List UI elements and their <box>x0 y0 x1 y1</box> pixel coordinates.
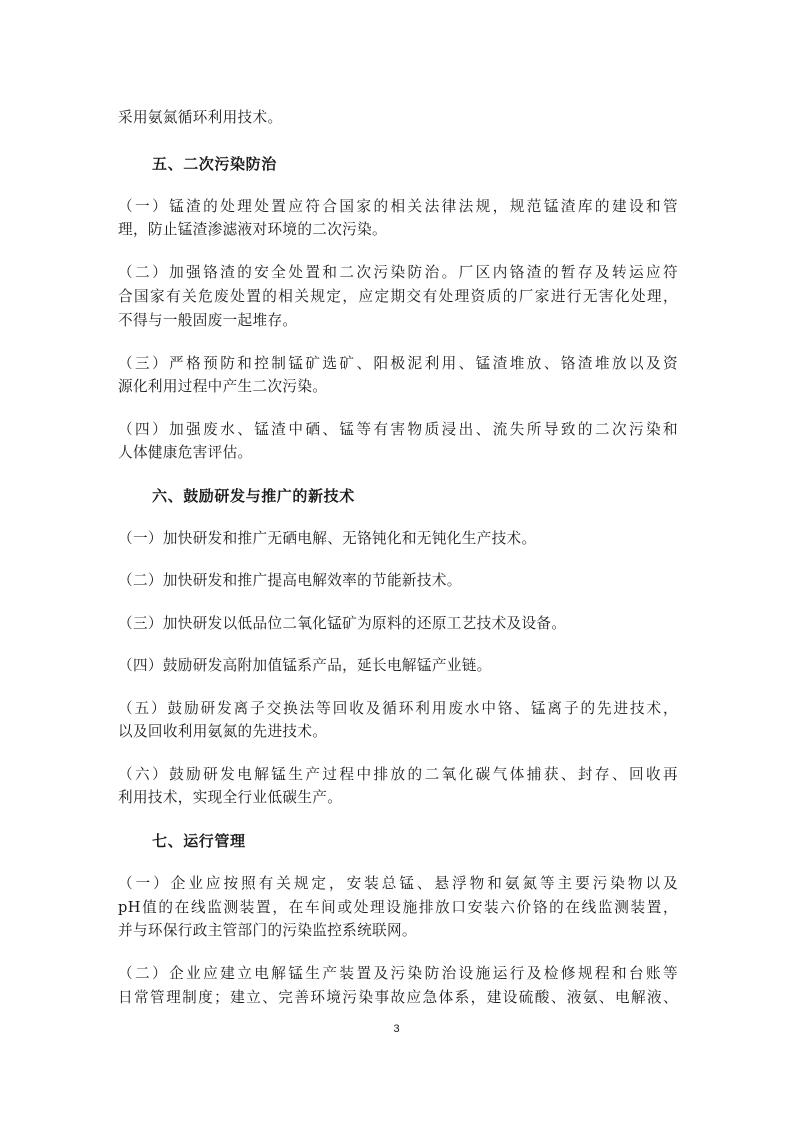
paragraph-line: 理，防止锰渣渗滤液对环境的二次污染。 <box>118 221 387 238</box>
paragraph-line: （一）加快研发和推广无硒电解、无铬钝化和无钝化生产技术。 <box>118 530 537 547</box>
paragraph-line: （一）锰渣的处理处置应符合国家的相关法律法规，规范锰渣库的建设和管 <box>118 198 678 215</box>
paragraph-line: 并与环保行政主管部门的污染监控系统联网。 <box>118 922 417 939</box>
paragraph-line: （三）严格预防和控制锰矿选矿、阳极泥利用、锰渣堆放、铬渣堆放以及资 <box>118 355 678 372</box>
paragraph-line: （二）加强铬渣的安全处置和二次污染防治。厂区内铬渣的暂存及转运应符 <box>118 264 678 281</box>
paragraph-line: 利用技术，实现全行业低碳生产。 <box>118 789 343 806</box>
paragraph-line: （一）企业应按照有关规定，安装总锰、悬浮物和氨氮等主要污染物以及 <box>118 875 678 892</box>
paragraph-line: （四）鼓励研发高附加值锰系产品，延长电解锰产业链。 <box>118 657 492 674</box>
section-heading-6: 六、鼓励研发与推广的新技术 <box>152 487 355 505</box>
paragraph-line: 日常管理制度；建立、完善环境污染事故应急体系，建设硫酸、液氨、电解液、 <box>118 989 678 1006</box>
paragraph-line: 合国家有关危废处置的相关规定，应定期交有处理资质的厂家进行无害化处理， <box>118 288 678 305</box>
paragraph-line: pH值的在线监测装置，在车间或处理设施排放口安装六价铬的在线监测装置， <box>118 899 678 916</box>
section-heading-5: 五、二次污染防治 <box>152 155 277 173</box>
paragraph-line: （二）企业应建立电解锰生产装置及污染防治设施运行及检修规程和台账等 <box>118 965 678 982</box>
paragraph-line: （六）鼓励研发电解锰生产过程中排放的二氧化碳气体捕获、封存、回收再 <box>118 766 678 783</box>
page-number: 3 <box>393 1023 400 1035</box>
paragraph-line: 采用氨氮循环利用技术。 <box>118 109 283 126</box>
paragraph-line: 源化利用过程中产生二次污染。 <box>118 378 328 395</box>
paragraph-line: 以及回收利用氨氮的先进技术。 <box>118 723 328 740</box>
paragraph-line: （二）加快研发和推广提高电解效率的节能新技术。 <box>118 572 462 589</box>
paragraph-line: （三）加快研发以低品位二氧化锰矿为原料的还原工艺技术及设备。 <box>118 615 567 632</box>
paragraph-line: （四）加强废水、锰渣中硒、锰等有害物质浸出、流失所导致的二次污染和 <box>118 421 678 438</box>
paragraph-line: （五）鼓励研发离子交换法等回收及循环利用废水中铬、锰离子的先进技术， <box>118 700 678 717</box>
paragraph-line: 人体健康危害评估。 <box>118 444 253 461</box>
section-heading-7: 七、运行管理 <box>152 832 246 850</box>
paragraph-line: 不得与一般固废一起堆存。 <box>118 312 298 329</box>
